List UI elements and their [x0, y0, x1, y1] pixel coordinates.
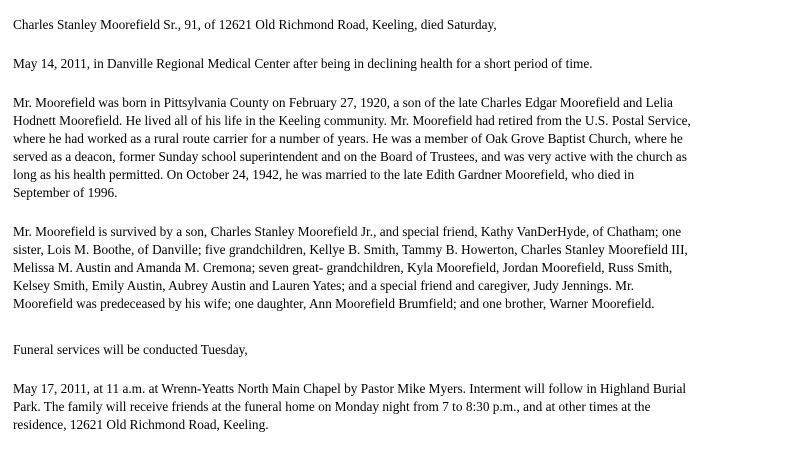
text-line: served as a deacon, former Sunday school superintendent and on the Board of Trustees, and was very active with the church as — [13, 149, 687, 164]
text-line: May 14, 2011, in Danville Regional Medical Center after being in declining health for a short period of time. — [13, 56, 593, 71]
text-line: Hodnett Moorefield. He lived all of his life in the Keeling community. Mr. Moorefield had retired from the U.S. Postal Service, — [13, 113, 691, 128]
paragraph-survivors — [13, 223, 788, 313]
text-line: sister, Lois M. Boothe, of Danville; five grandchildren, Kellye B. Smith, Tammy B. Howerton, Charles Stanley Moorefield III, — [13, 242, 688, 257]
text-line: Kelsey Smith, Emily Austin, Aubrey Austin and Lauren Yates; and a special friend and caregiver, Judy Jennings. Mr. — [13, 278, 634, 293]
text-line: Park. The family will receive friends at the funeral home on Monday night from 7 to 8:30 p.m., and at other times at the — [13, 399, 651, 414]
text-line: Funeral services will be conducted Tuesday, — [13, 342, 248, 357]
text-line: May 17, 2011, at 11 a.m. at Wrenn-Yeatts North Main Chapel by Pastor Mike Myers. Interment will follow in Highland Burial — [13, 381, 687, 396]
paragraph-funeral-details — [13, 380, 788, 434]
text-line: where he had worked as a rural route carrier for a number of years. He was a member of Oak Grove Baptist Church, where he — [13, 131, 683, 146]
paragraph-funeral-notice — [13, 341, 788, 359]
text-line: Mr. Moorefield is survived by a son, Charles Stanley Moorefield Jr., and special friend, Kathy VanDerHyde, of Chatham; one — [13, 224, 682, 239]
paragraph-biography — [13, 94, 788, 202]
paragraph-death-details — [13, 55, 788, 73]
text-line: residence, 12621 Old Richmond Road, Keeling. — [13, 417, 269, 432]
text-line: Charles Stanley Moorefield Sr., 91, of 12621 Old Richmond Road, Keeling, died Saturday, — [13, 17, 497, 32]
paragraph-death-notice — [13, 16, 788, 34]
text-line: long as his health permitted. On October 24, 1942, he was married to the late Edith Gardner Moorefield, who died in — [13, 167, 635, 182]
text-line: Moorefield was predeceased by his wife; one daughter, Ann Moorefield Brumfield; and one brother, Warner Moorefield. — [13, 296, 655, 311]
text-line: Melissa M. Austin and Amanda M. Cremona; seven great- grandchildren, Kyla Moorefield, Jordan Moorefield, Russ Smith, — [13, 260, 673, 275]
text-line: September of 1996. — [13, 185, 118, 200]
text-line: Mr. Moorefield was born in Pittsylvania County on February 27, 1920, a son of the late Charles Edgar Moorefield and Lelia — [13, 95, 673, 110]
